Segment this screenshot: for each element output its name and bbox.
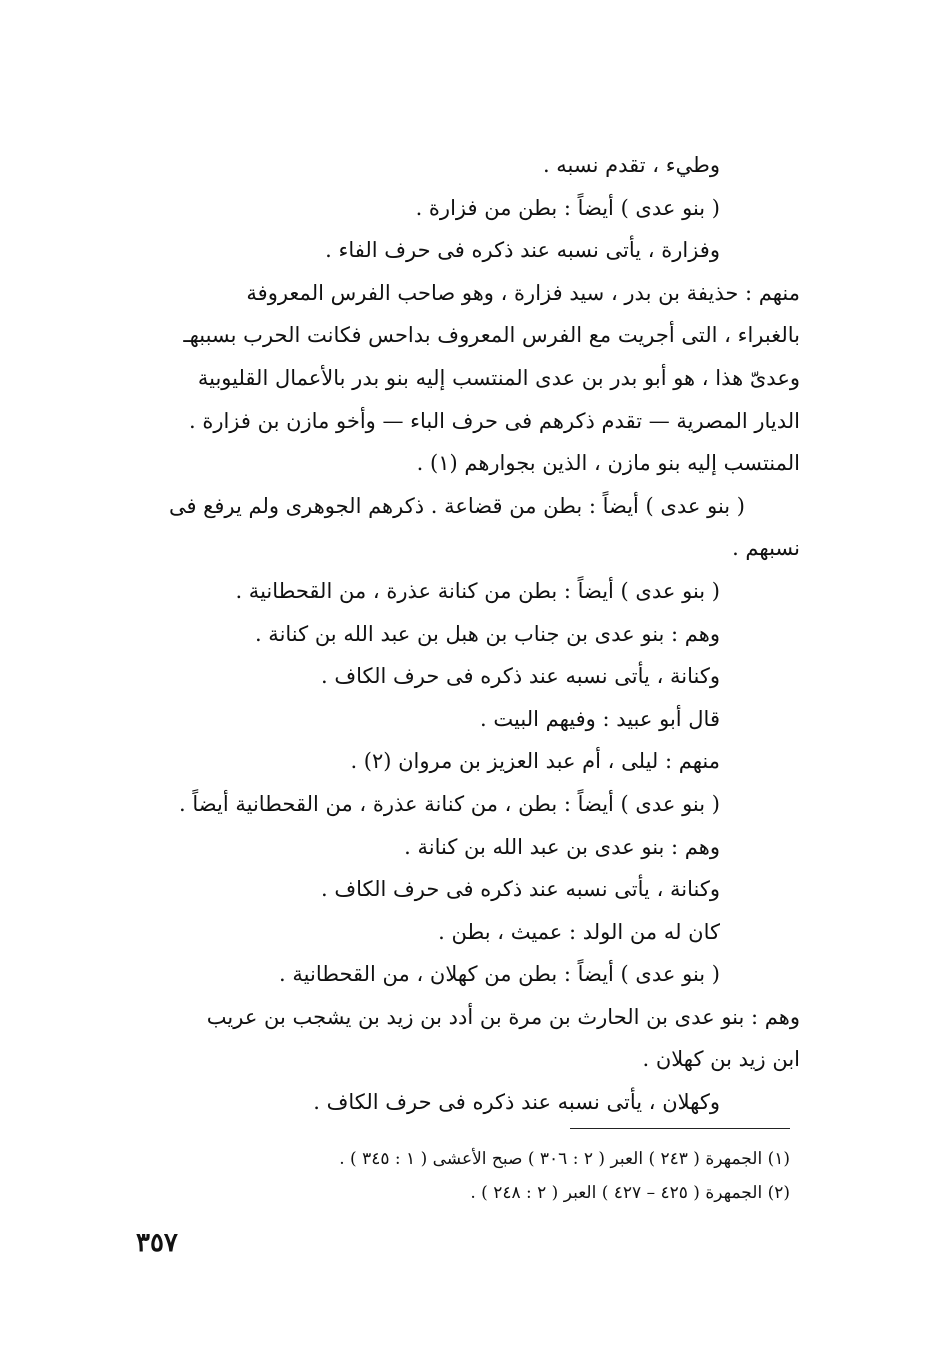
main-text	[130, 144, 800, 1124]
footnote-divider	[570, 1128, 790, 1129]
text-line: ( بنو عدى ) أيضاً : بطن من كنانة عذرة ، من القحطانية .	[235, 578, 720, 603]
text-line: ( بنو عدى ) أيضاً : بطن من قضاعة . ذكرهم الجوهرى ولم يرفع فى	[168, 493, 745, 518]
footnote: (١) الجمهرة ( ٢٤٣ ) العبر ( ٢ : ٣٠٦ ) صبح الأعشى ( ١ : ٣٤٥ ) .	[339, 1149, 790, 1169]
footnotes	[180, 1142, 790, 1210]
text-line: وكهلان ، يأتى نسبه عند ذكره فى حرف الكاف .	[313, 1090, 720, 1115]
text-line: قال أبو عبيد : وفيهم البيت .	[480, 706, 720, 731]
text-line: وهم : بنو عدى بن جناب بن هبل بن عبد الله بن كنانة .	[254, 621, 720, 646]
text-line: ابن زيد بن كهلان .	[642, 1047, 800, 1072]
text-line: ( بنو عدى ) أيضاً : بطن من كهلان ، من القحطانية .	[279, 962, 720, 987]
text-line: كان له من الولد : عميث ، بطن .	[438, 919, 720, 944]
text-line: المنتسب إليه بنو مازن ، الذين بجوارهم (١) .	[416, 451, 800, 476]
text-line: وهم : بنو عدى بن الحارث بن مرة بن أدد بن زيد بن يشجب بن عريب	[206, 1004, 800, 1029]
text-line: ( بنو عدى ) أيضاً : بطن ، من كنانة عذرة ، من القحطانية أيضاً .	[179, 791, 720, 816]
text-line: وكنانة ، يأتى نسبه عند ذكره فى حرف الكاف .	[321, 877, 720, 902]
text-line: بالغبراء ، التى أجريت مع الفرس المعروف بداحس فكانت الحرب بسببهـ	[183, 323, 800, 348]
text-line: الديار المصرية — تقدم ذكرهم فى حرف الباء — وأخو مازن بن فزارة .	[188, 408, 800, 433]
text-line: وكنانة ، يأتى نسبه عند ذكره فى حرف الكاف .	[321, 664, 720, 689]
text-line: وهم : بنو عدى بن عبد الله بن كنانة .	[404, 834, 720, 859]
footnote: (٢) الجمهرة ( ٤٢٥ – ٤٢٧ ) العبر ( ٢ : ٢٤٨ ) .	[470, 1183, 790, 1203]
text-line: نسبهم .	[732, 536, 800, 561]
text-line: وطيء ، تقدم نسبه .	[542, 153, 720, 177]
page-number: ٣٥٧	[136, 1228, 178, 1258]
text-line: ( بنو عدى ) أيضاً : بطن من فزارة .	[415, 195, 720, 220]
text-line: منهم : حذيفة بن بدر ، سيد فزارة ، وهو صاحب الفرس المعروفة	[246, 280, 800, 305]
text-line: وفزارة ، يأتى نسبه عند ذكره فى حرف الفاء .	[325, 238, 720, 263]
text-line: وعدىّ هذا ، هو أبو بدر بن عدى المنتسب إليه بنو بدر بالأعمال القليوبية	[197, 365, 800, 390]
text-line: منهم : ليلى ، أم عبد العزيز بن مروان (٢) .	[350, 749, 720, 774]
